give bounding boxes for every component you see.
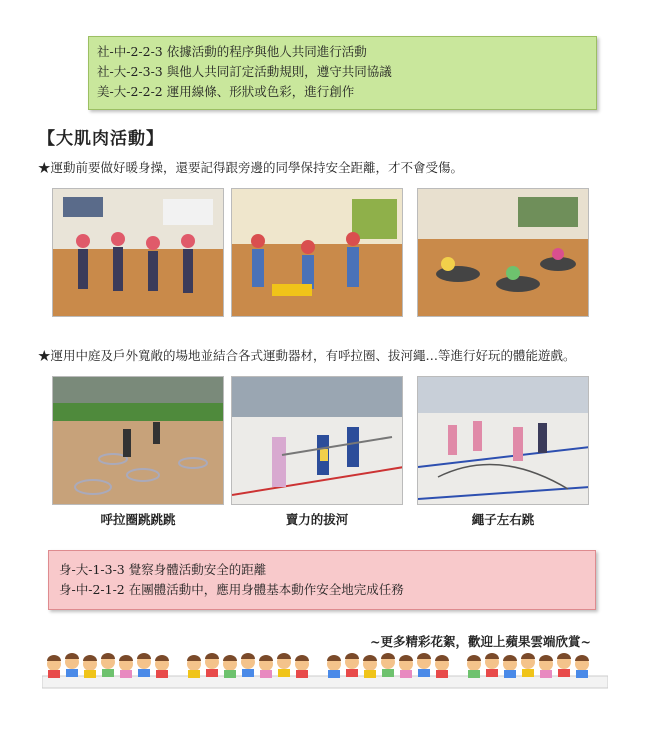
- caption-hula-hoop: 呼拉圈跳跳跳: [100, 512, 176, 527]
- photo-rope-jump: [417, 376, 589, 505]
- physical-goals-box: [48, 550, 596, 610]
- section-title: 【大肌肉活動】: [38, 129, 164, 149]
- goal-line: 社-大-2-3-3 與他人共同訂定活動規則，遵守共同協議: [97, 64, 392, 79]
- goal-line: 身-中-2-1-2 在團體活動中，應用身體基本動作安全地完成任務: [59, 582, 404, 597]
- goal-line: 身-大-1-3-3 覺察身體活動安全的距離: [59, 562, 267, 577]
- photo-warmup-1: [52, 188, 224, 317]
- photo-warmup-2: [231, 188, 403, 317]
- kids-banner-decoration: [42, 650, 608, 690]
- learning-goals-box: [88, 36, 597, 110]
- photo-hula-hoop: [52, 376, 224, 505]
- goal-line: 社-中-2-2-3 依據活動的程序與他人共同進行活動: [97, 44, 367, 59]
- caption-rope-jump: 繩子左右跳: [471, 512, 535, 527]
- photo-tug-of-war: [231, 376, 403, 505]
- goal-line: 美-大-2-2-2 運用線條、形狀或色彩，進行創作: [97, 84, 355, 99]
- bullet-text-warmup: ★運動前要做好暖身操，還要記得跟旁邊的同學保持安全距離，才不會受傷。: [38, 160, 464, 175]
- bullet-text-games: ★運用中庭及戶外寬敞的場地並結合各式運動器材，有呼拉圈、拔河繩…等進行好玩的體能遊戲。: [38, 348, 576, 363]
- caption-tug-of-war: 賣力的拔河: [285, 512, 349, 527]
- footer-note: ~更多精彩花絮，歡迎上蘋果雲端欣賞~: [370, 634, 591, 649]
- photo-warmup-3: [417, 188, 589, 317]
